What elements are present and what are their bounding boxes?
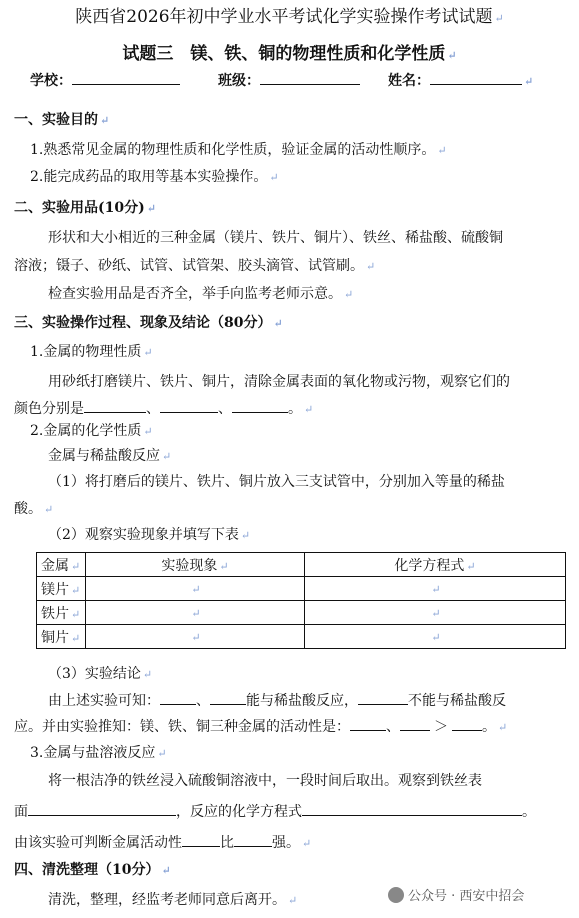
results-table <box>36 552 566 649</box>
section-3-sub-3-para: 将一根洁净的铁丝浸入硫酸铜溶液中，一段时间后取出。观察到铁丝表 <box>48 773 482 789</box>
section-2-para-1a: 形状和大小相近的三种金属（镁片、铁片、铜片）、铁丝、稀盐酸、硫酸铜 <box>48 230 503 246</box>
section-1-item-1: 1.熟悉常见金属的物理性质和化学性质，验证金属的活动性顺序。 ↵ <box>30 142 447 158</box>
table-header-cell: 金属 ↵ <box>37 553 86 577</box>
table-header-cell: 化学方程式 ↵ <box>305 553 566 577</box>
iron-wire-blanks: 面 ，反应的化学方程式 。 <box>14 801 536 822</box>
step-3: （3）实验结论 ↵ <box>48 666 153 682</box>
section-4-para: 清洗，整理，经监考老师同意后离开。 ↵ <box>48 892 298 908</box>
wechat-icon <box>388 887 404 903</box>
activity-judgement: 由该实验可判断金属活动性 比 强。 ↵ <box>14 832 311 854</box>
conclusion-line-1: 由上述实验可知： 、 能与稀盐酸反应， 不能与稀盐酸反 <box>48 690 506 711</box>
conclusion-line-2: 应。并由实验推知：镁、铁、铜三种金属的活动性是： 、 ＞ 。 ↵ <box>14 716 507 738</box>
section-4-heading: 四、清洗整理（10分） ↵ <box>14 862 171 878</box>
section-1-item-2: 2.能完成药品的取用等基本实验操作。 ↵ <box>30 169 279 185</box>
table-cell-blank[interactable]: ↵ <box>86 601 305 625</box>
section-3-sub-1-para: 用砂纸打磨镁片、铁片、铜片，清除金属表面的氧化物或污物，观察它们的 <box>48 374 510 390</box>
page-subtitle: 试题三 镁、铁、铜的物理性质和化学性质 ↵ <box>122 44 457 64</box>
table-row-label: 镁片 ↵ <box>37 577 86 601</box>
section-3-sub-3: 3.金属与盐溶液反应 ↵ <box>30 745 167 761</box>
section-3-sub-2: 2.金属的化学性质 ↵ <box>30 423 153 439</box>
table-row <box>37 625 566 649</box>
section-3-sub-1: 1.金属的物理性质 ↵ <box>30 344 153 360</box>
watermark-text: 公众号 · 西安中招会 <box>408 889 525 904</box>
table-cell-blank[interactable]: ↵ <box>305 625 566 649</box>
section-2-para-2: 检查实验用品是否齐全，举手向监考老师示意。 ↵ <box>48 286 354 302</box>
step-2: （2）观察实验现象并填写下表 ↵ <box>48 527 251 543</box>
class-field: 班级： <box>218 70 360 91</box>
section-2-heading: 二、实验用品(10分) ↵ <box>14 200 156 216</box>
table-row <box>37 577 566 601</box>
table-row-label: 铜片 ↵ <box>37 625 86 649</box>
section-1-heading: 一、实验目的 ↵ <box>14 112 110 128</box>
table-row <box>37 601 566 625</box>
table-header-cell: 实验现象 ↵ <box>86 553 305 577</box>
step-1-line-b: 酸。 ↵ <box>14 501 54 517</box>
table-row-label: 铁片 ↵ <box>37 601 86 625</box>
table-header-row <box>37 553 566 577</box>
table-cell-blank[interactable]: ↵ <box>305 577 566 601</box>
watermark <box>388 885 524 904</box>
name-field: 姓名： ↵ <box>388 70 533 92</box>
page-title: 陕西省2026年初中学业水平考试化学实验操作考试试题 ↵ <box>75 7 504 27</box>
step-1-line-a: （1）将打磨后的镁片、铁片、铜片放入三支试管中，分别加入等量的稀盐 <box>48 474 505 490</box>
section-3-heading: 三、实验操作过程、现象及结论（80分） ↵ <box>14 315 283 331</box>
school-field: 学校： <box>30 70 180 91</box>
section-2-para-1b: 溶液；镊子、砂纸、试管、试管架、胶头滴管、试管刷。 ↵ <box>14 258 376 274</box>
table-cell-blank[interactable]: ↵ <box>86 577 305 601</box>
table-cell-blank[interactable]: ↵ <box>86 625 305 649</box>
color-blanks: 颜色分别是 、 、 。 ↵ <box>14 398 313 420</box>
table-cell-blank[interactable]: ↵ <box>305 601 566 625</box>
section-3-sub-2-a: 金属与稀盐酸反应 ↵ <box>48 448 172 464</box>
